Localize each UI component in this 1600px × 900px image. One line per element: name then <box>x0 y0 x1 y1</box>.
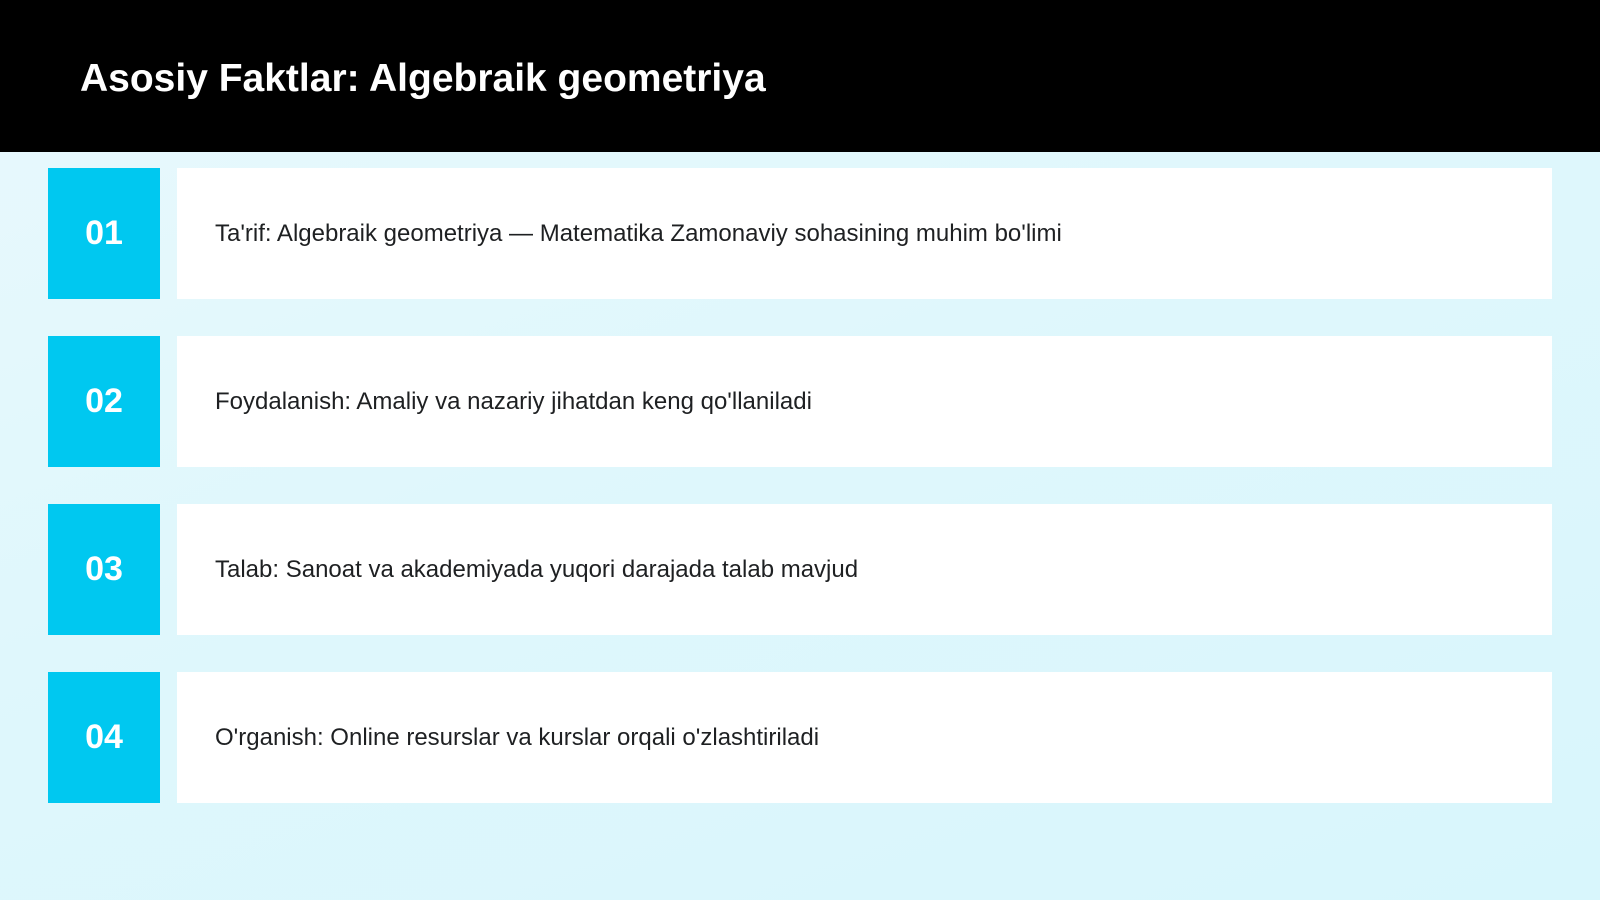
fact-text: O'rganish: Online resurslar va kurslar orqali o'zlashtiriladi <box>215 723 820 751</box>
fact-list <box>48 168 1552 840</box>
fact-card <box>177 672 1552 803</box>
slide-title: Asosiy Faktlar: Algebraik geometriya <box>80 57 766 100</box>
fact-number-badge: 03 <box>48 504 160 635</box>
fact-item <box>48 504 1552 635</box>
fact-card <box>177 168 1552 299</box>
fact-text: Ta'rif: Algebraik geometriya — Matematika Zamonaviy sohasining muhim bo'limi <box>215 219 1062 247</box>
fact-card <box>177 504 1552 635</box>
fact-item <box>48 672 1552 803</box>
fact-number-badge: 02 <box>48 336 160 467</box>
fact-number-badge: 01 <box>48 168 160 299</box>
title-bar <box>0 0 1600 152</box>
fact-text: Talab: Sanoat va akademiyada yuqori darajada talab mavjud <box>215 555 859 583</box>
fact-text: Foydalanish: Amaliy va nazariy jihatdan keng qo'llaniladi <box>215 387 812 415</box>
fact-number-badge: 04 <box>48 672 160 803</box>
fact-card <box>177 336 1552 467</box>
fact-item <box>48 336 1552 467</box>
fact-item <box>48 168 1552 299</box>
